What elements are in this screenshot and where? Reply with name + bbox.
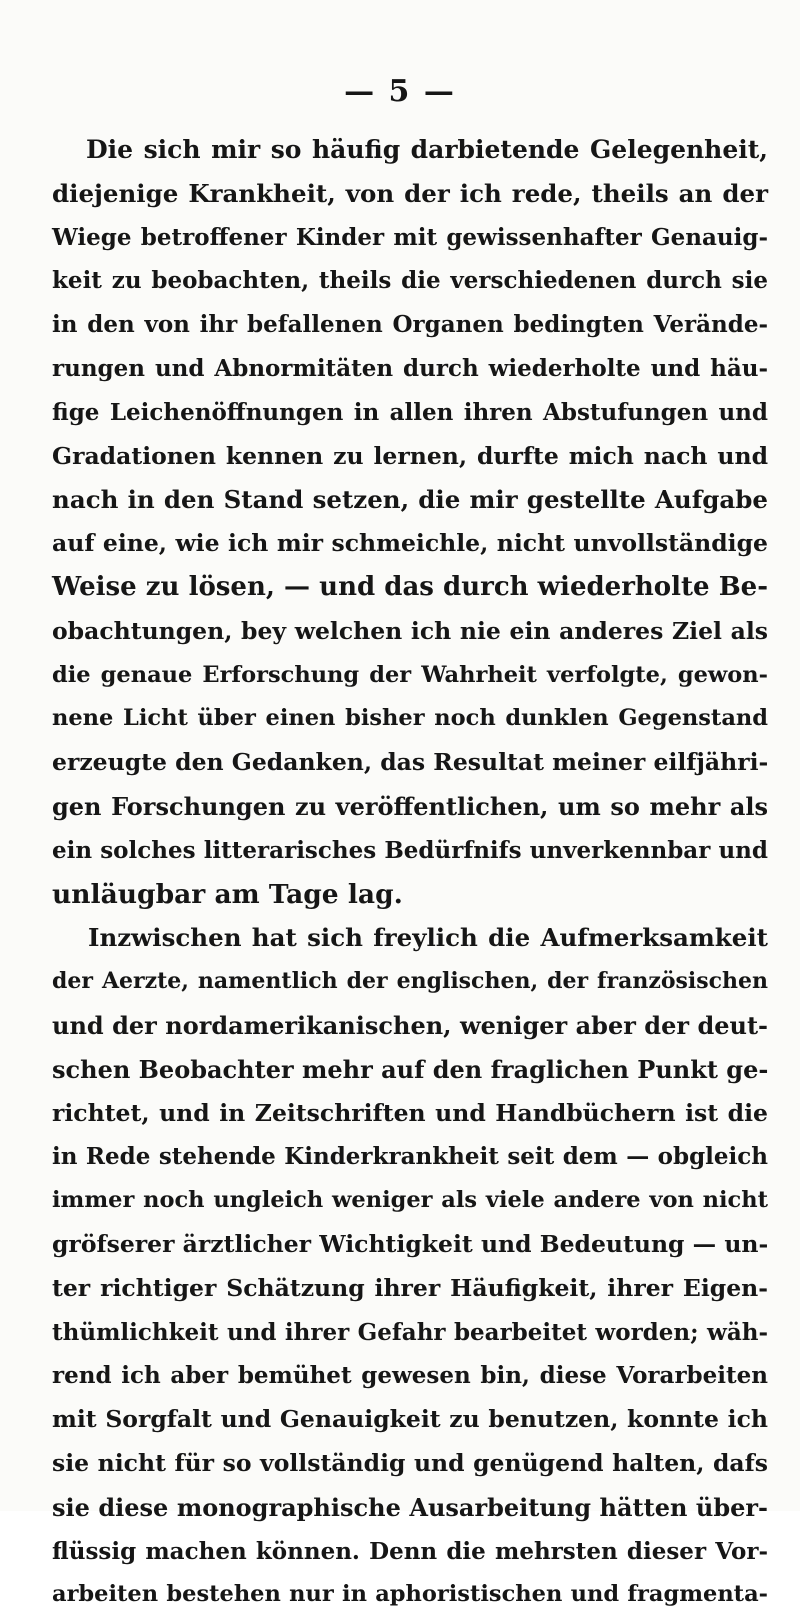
text-line: obachtungen, bey welchen ich nie ein anderes Ziel als [52, 616, 768, 645]
text-line: ein solches litterarisches Bedürfnifs unverkennbar und [52, 836, 768, 864]
text-line: sie nicht für so vollständig und genügend halten, dafs [52, 1448, 768, 1477]
text-line: thümlichkeit und ihrer Gefahr bearbeitet worden; wäh- [52, 1318, 768, 1346]
text-line: fige Leichenöffnungen in allen ihren Abstufungen und [52, 398, 768, 426]
text-line: erzeugte den Gedanken, das Resultat meiner eilfjähri- [52, 748, 769, 777]
text-line: Die sich mir so häufig darbietende Gelegenheit, [86, 135, 768, 164]
text-line: und der nordamerikanischen, weniger aber der deut- [52, 1010, 768, 1040]
text-line: sie diese monographische Ausarbeitung hätten über- [52, 1492, 768, 1522]
text-line: ter richtiger Schätzung ihrer Häufigkeit, ihrer Eigen- [52, 1273, 768, 1302]
text-line: rend ich aber bemühet gewesen bin, diese Vorarbeiten [52, 1362, 768, 1390]
text-line: auf eine, wie ich mir schmeichle, nicht unvollständige [52, 529, 768, 558]
text-line: nene Licht über einen bisher noch dunklen Gegenstand [52, 705, 768, 732]
text-line: rungen und Abnormitäten durch wiederholte und häu- [52, 354, 768, 382]
text-line: Wiege betroffener Kinder mit gewissenhafter Genauig- [52, 223, 768, 251]
text-line: Gradationen kennen zu lernen, durfte mich nach und [52, 441, 768, 470]
text-line: der Aerzte, namentlich der englischen, der französischen [52, 968, 768, 995]
text-line: keit zu beobachten, theils die verschiedenen durch sie [52, 267, 768, 295]
text-line: mit Sorgfalt und Genauigkeit zu benutzen, konnte ich [52, 1405, 768, 1434]
text-line: diejenige Krankheit, von der ich rede, theils an der [52, 178, 768, 208]
text-line: in Rede stehende Kinderkrankheit seit dem — obgleich [52, 1143, 768, 1171]
text-line: gröfserer ärztlicher Wichtigkeit und Bedeutung — un- [52, 1229, 769, 1258]
text-line: arbeiten bestehen nur in aphoristischen und fragmenta- [52, 1581, 768, 1608]
text-line: Weise zu lösen, — und das durch wiederholte Be- [52, 571, 768, 602]
text-line: schen Beobachter mehr auf den fraglichen Punkt ge- [52, 1054, 769, 1084]
text-line: die genaue Erforschung der Wahrheit verfolgte, gewon- [52, 661, 768, 688]
text-line: nach in den Stand setzen, die mir gestellte Aufgabe [52, 485, 768, 515]
text-line: in den von ihr befallenen Organen bedingten Verände- [52, 311, 768, 339]
text-line: immer noch ungleich weniger als viele andere von nicht [52, 1187, 768, 1214]
text-line: unläugbar am Tage lag. [52, 878, 403, 910]
text-line: richtet, und in Zeitschriften und Handbüchern ist die [52, 1098, 768, 1127]
text-line: gen Forschungen zu veröffentlichen, um so mehr als [52, 791, 768, 821]
page-number: — 5 — [344, 74, 456, 109]
body-text [52, 128, 768, 1617]
text-line: flüssig machen können. Denn die mehrsten dieser Vor- [52, 1537, 768, 1565]
text-line: Inzwischen hat sich freylich die Aufmerksamkeit [88, 923, 768, 953]
